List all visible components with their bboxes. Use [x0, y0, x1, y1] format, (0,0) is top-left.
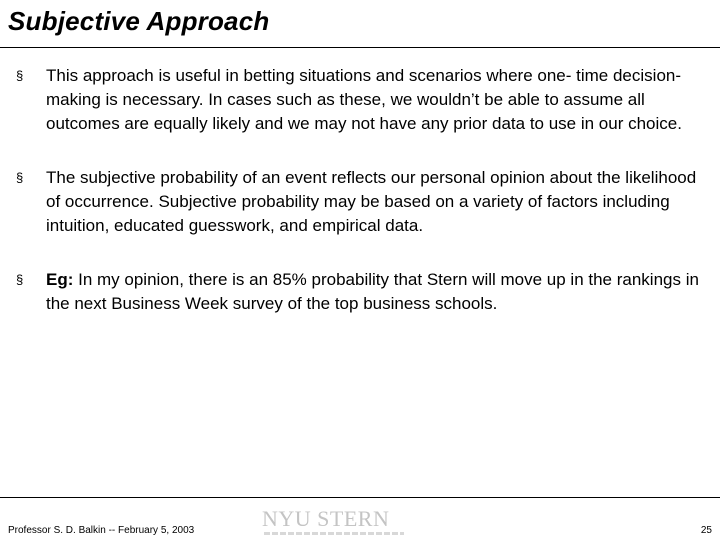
bullet-text: In my opinion, there is an 85% probability that Stern will move up in the rankings in the next Business Week survey of the top business schools. — [46, 270, 699, 313]
title-divider — [0, 47, 720, 48]
page-number: 25 — [700, 525, 712, 536]
footer-author-date: Professor S. D. Balkin -- February 5, 2003 — [8, 525, 195, 536]
bullet-lead-label: Eg: — [46, 270, 74, 289]
bullet-marker: § — [16, 68, 24, 83]
bullet-marker: § — [16, 272, 24, 287]
bullet-text: The subjective probability of an event reflects our personal opinion about the likelihood of occurrence. Subjective probability may be based on a variety of factors including intuition, educated guesswork, and empirical data. — [46, 168, 697, 235]
nyu-stern-logo — [262, 507, 412, 539]
bullet-text: This approach is useful in betting situations and scenarios where one- time decision- making is necessary. In cases such as these, we wouldn’t be able to assume all outcomes are equally likely and we may not have any prior data to use in our choice. — [46, 66, 682, 133]
bullet-item — [14, 268, 714, 316]
slide-title: Subjective Approach — [8, 6, 270, 36]
bullet-item — [14, 64, 714, 136]
bullet-list — [14, 64, 714, 316]
footer-divider — [0, 497, 720, 498]
bullet-item — [14, 166, 714, 238]
logo-tagline-decoration — [264, 532, 404, 535]
logo-wordmark: NYU STERN — [262, 506, 390, 531]
bullet-marker: § — [16, 170, 24, 185]
